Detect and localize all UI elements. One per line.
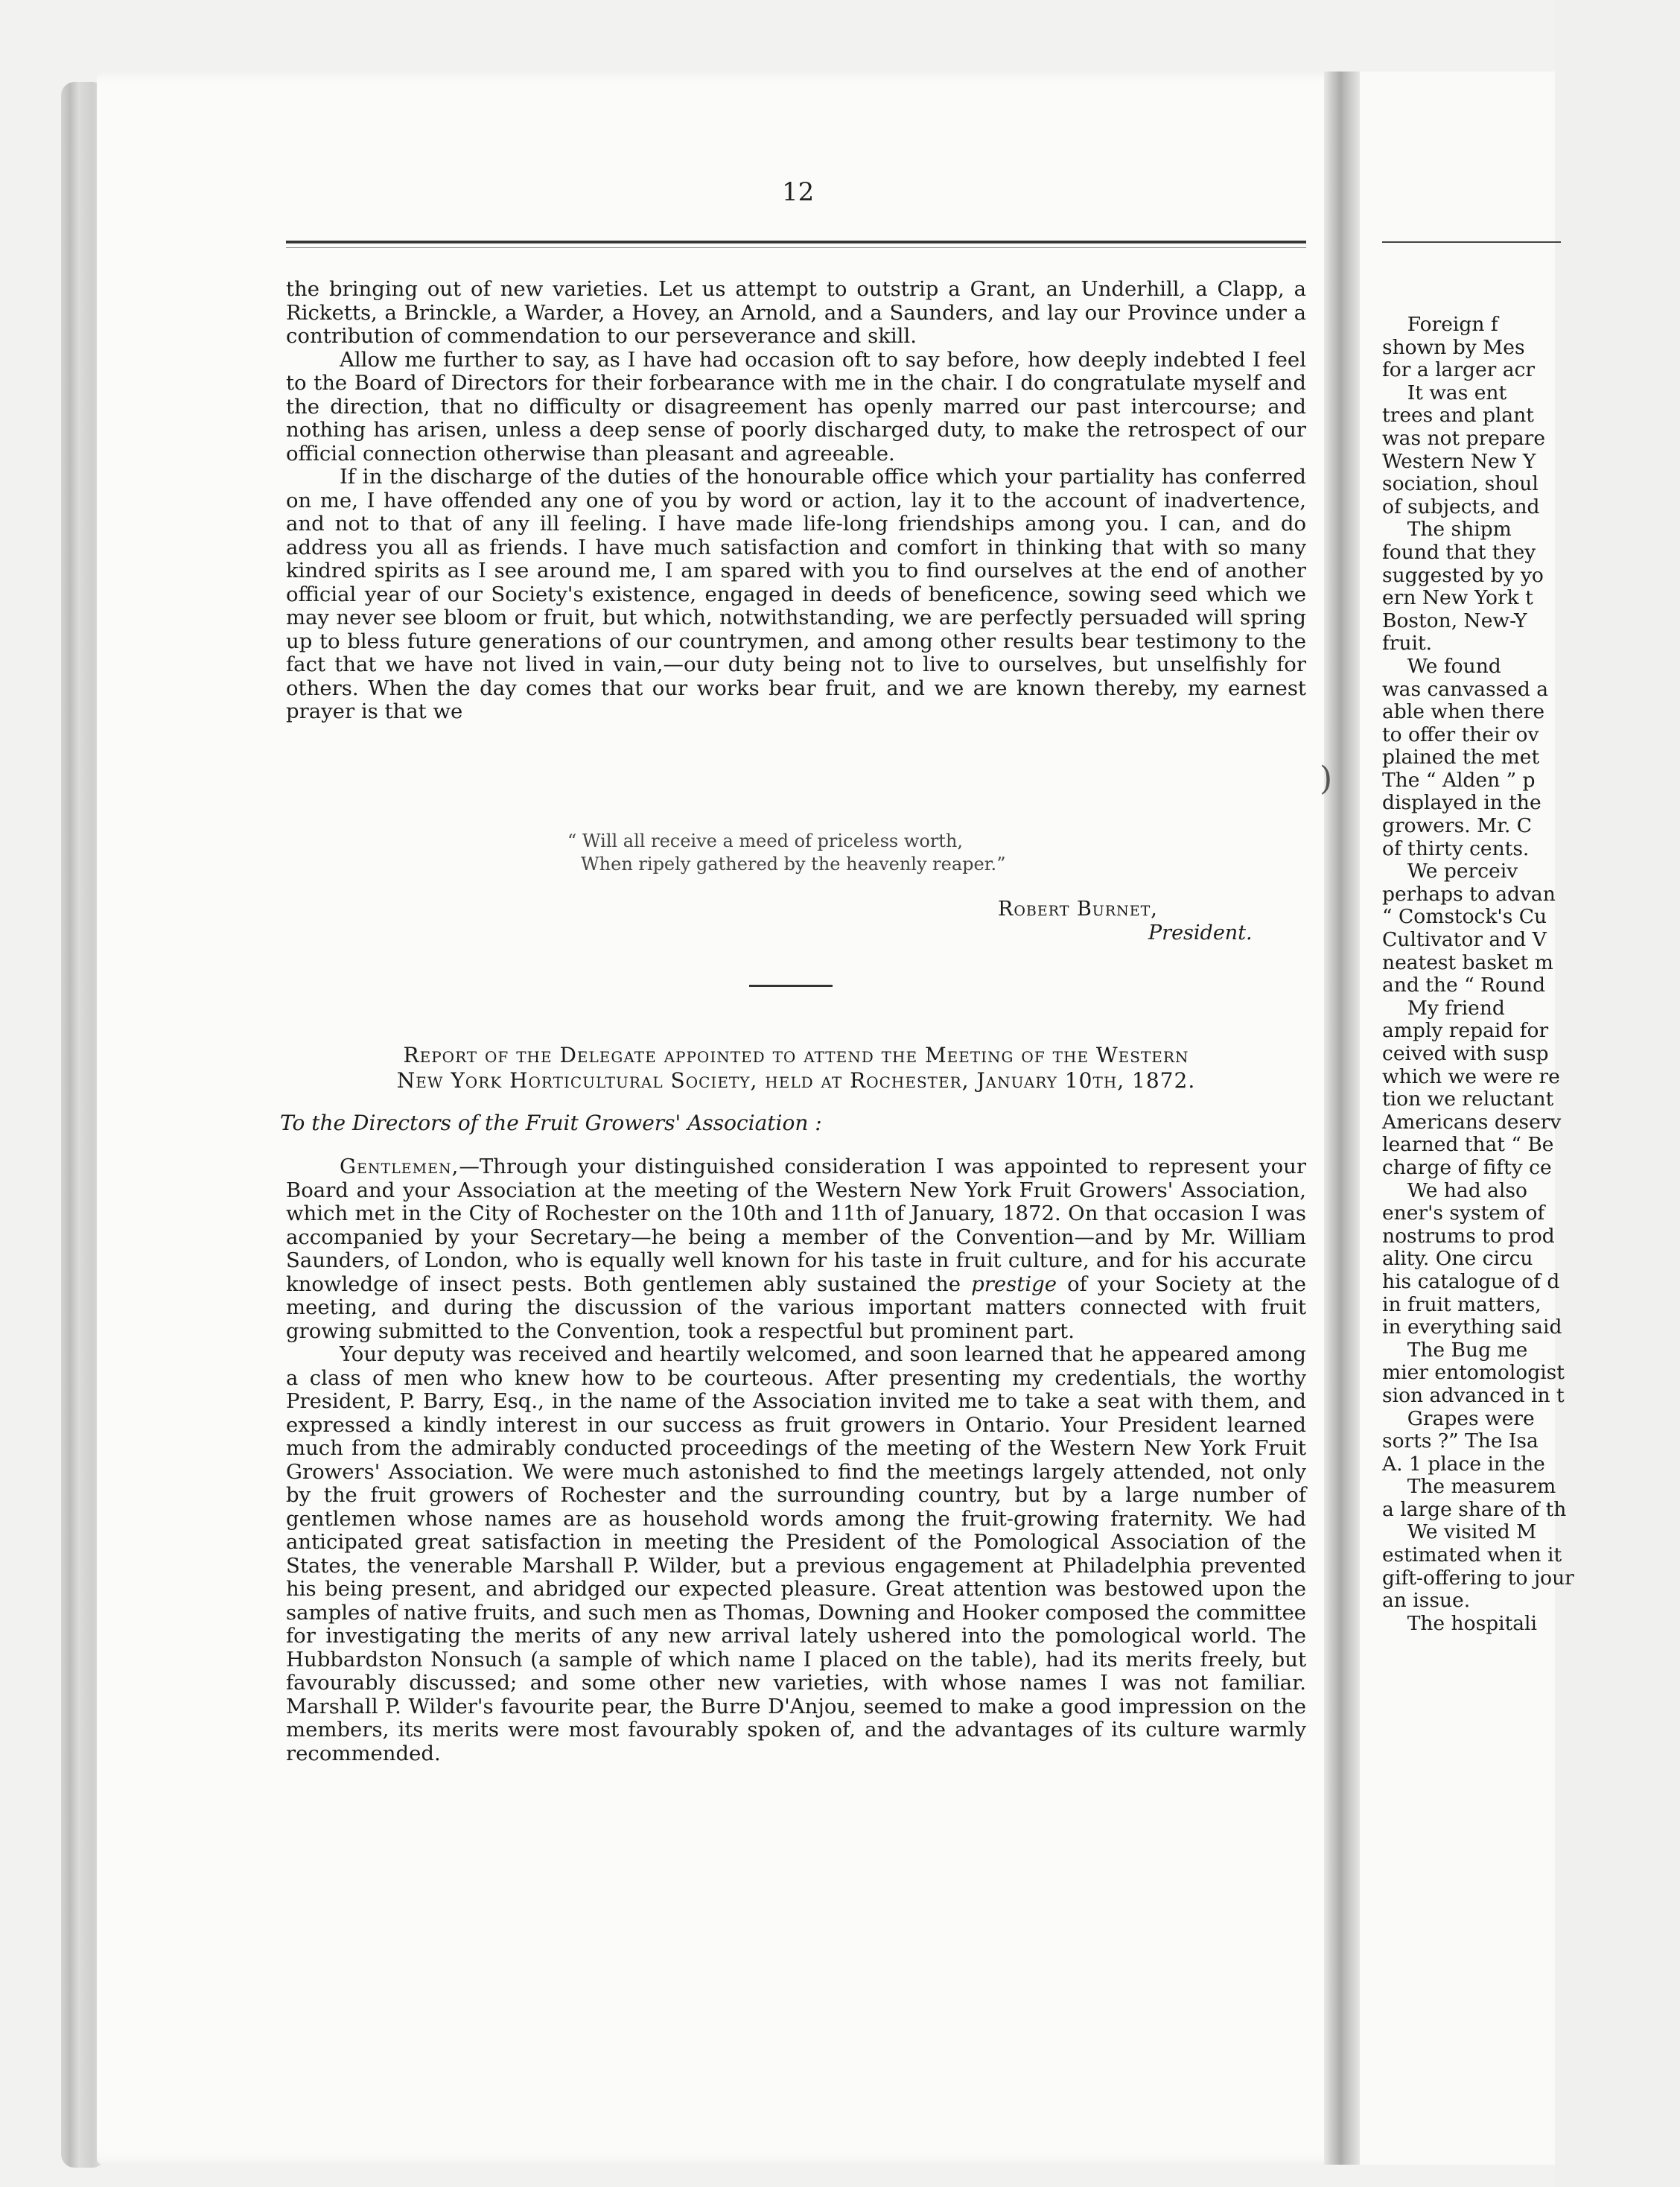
right-page-line: gift-offering to jour	[1382, 1566, 1574, 1590]
right-page-line: sociation, shoul	[1382, 472, 1539, 496]
paragraph: If in the discharge of the duties of the honourable office which your partiality has conferred on me, I have offended any one of you by word or action, lay it to the account of inadvertence, and not to that of any ill feeling. I have made life-long friendships among you. I can, and do address you all as friends. I have much satisfaction and comfort in thinking that with so many kindred spirits as I see around me, I am spared with you to find ourselves at the end of another official year of our Society's existence, engaged in deeds of beneficence, sowing seed which we may never see bloom or fruit, but which, notwithstanding, we are perfectly persuaded will spring up to bless future generations of our countrymen, and among other results bear testimony to the fact that we have not lived in vain,—our duty being not to live to ourselves, but unselfishly for others. When the day comes that our works bear fruit, and we are known thereby, my earnest prayer is that we	[286, 465, 1306, 723]
right-page-line: found that they	[1382, 540, 1536, 564]
right-page-line: plained the met	[1382, 746, 1540, 769]
report-body-text	[286, 1155, 1306, 1765]
right-page-line: trees and plant	[1382, 404, 1534, 428]
header-rule-thin	[286, 247, 1306, 248]
right-page-line: The shipm	[1382, 518, 1512, 542]
paragraph: Allow me further to say, as I have had occasion oft to say before, how deeply indebted I feel to the Board of Directors for their forbearance with me in the chair. I do congratulate myself and the direction, that no difficulty or disagreement has openly marred our past intercourse; and nothing has arisen, unless a deep sense of poorly discharged duty, to make the retrospect of our official connection otherwise than pleasant and agreeable.	[286, 347, 1306, 466]
right-page-line: estimated when it	[1382, 1543, 1562, 1567]
margin-bracket-mark: )	[1320, 760, 1333, 798]
right-page-line: a large share of th	[1382, 1497, 1567, 1521]
signature-title: President.	[1148, 921, 1253, 945]
section-divider	[749, 985, 833, 987]
right-page-line: The hospitali	[1382, 1611, 1538, 1635]
right-page-line: in everything said	[1382, 1315, 1562, 1339]
right-page-line: ality. One circu	[1382, 1247, 1533, 1271]
paragraph: the bringing out of new varieties. Let us attempt to outstrip a Grant, an Underhill, a Clapp, a Ricketts, a Brinckle, a Warder, a Hovey, an Arnold, and a Saunders, and lay our Province under a contribution of commendation to our perseverance and skill.	[286, 277, 1306, 348]
right-page-line: which we were re	[1382, 1064, 1560, 1088]
right-page-line: for a larger acr	[1382, 358, 1536, 382]
right-page-line: in fruit matters,	[1382, 1292, 1541, 1316]
right-page-line: We found	[1382, 654, 1501, 678]
report-heading-line: New York Horticultural Society, held at Rochester, January 10th, 1872.	[396, 1068, 1196, 1093]
paragraph: Your deputy was received and heartily welcomed, and soon learned that he appeared among a class of men who knew how to be courteous. After presenting my credentials, the worthy President, P. Barry, Esq., in the name of the Association invited me to take a seat with them, and expressed a kindly interest in our success as fruit growers in Ontario. Your President learned much from the admirably conducted proceedings of the meeting of the Western New York Fruit Growers' Association. We were much astonished to find the meetings largely attended, not only by the fruit growers of Rochester and the surrounding country, but by a large number of gentlemen whose names are as household words among the fruit-growing fraternity. We had anticipated great satisfaction in meeting the President of the Pomological Association of the States, the venerable Marshall P. Wilder, but a previous engagement at Philadelphia prevented his being present, and abridged our expected pleasure. Great attention was bestowed upon the samples of native fruits, and such men as Thomas, Downing and Hooker composed the committee for investigating the merits of any new arrival lately ushered into the pomological world. The Hubbardston Nonsuch (a sample of which name I placed on the table), had its merits freely, but favourably discussed; and some other new varieties, with whose names I was not familiar. Marshall P. Wilder's favourite pear, the Burre D'Anjou, seemed to make a good impression on the members, its merits were most favourably spoken of, and the advantages of its culture warmly recommended.	[286, 1342, 1306, 1765]
right-page-line: his catalogue of d	[1382, 1269, 1560, 1293]
right-page-line: amply repaid for	[1382, 1019, 1549, 1043]
right-page-line: shown by Mes	[1382, 335, 1525, 359]
right-page-line: learned that “ Be	[1382, 1133, 1554, 1157]
right-page-line: mier entomologist	[1382, 1361, 1565, 1385]
report-heading-line: Report of the Delegate appointed to attend the Meeting of the Western	[403, 1043, 1189, 1067]
paragraph	[286, 1155, 1306, 1343]
president-address-text	[286, 278, 1306, 724]
signature-name: Robert Burnet,	[998, 898, 1158, 921]
paragraph-text: of your Society at the meeting, and during the discussion of the various important matters connected with fruit growing submitted to the Convention, took a respectful but prominent part.	[286, 1272, 1307, 1343]
right-page-line: A. 1 place in the	[1382, 1452, 1545, 1476]
right-page-line: an issue.	[1382, 1589, 1471, 1613]
italic-term: prestige	[971, 1272, 1057, 1296]
right-page-line: to offer their ov	[1382, 723, 1539, 746]
salutation: To the Directors of the Fruit Growers' Association :	[280, 1111, 822, 1135]
page-number: 12	[782, 177, 815, 207]
right-page-line: We perceiv	[1382, 860, 1518, 883]
right-page-line: of thirty cents.	[1382, 837, 1530, 860]
right-page-line: sion advanced in t	[1382, 1383, 1565, 1407]
paragraph-text: —Through your distinguished consideration I was appointed to represent your Board and your Association at the meeting of the Western New York Fruit Growers' Association, which met in the City of Rochester on the 10th and 11th of January, 1872. On that occasion I was accompanied by your Secretary—he being a member of the Convention—and by Mr. William Saunders, of London, who is equally well known for his taste in fruit culture, and for his accurate knowledge of insect pests. Both gentlemen ably sustained the	[286, 1155, 1306, 1296]
right-page-line: My friend	[1382, 996, 1505, 1020]
right-page-line: growers. Mr. C	[1382, 814, 1533, 838]
quote-line: “ Will all receive a meed of priceless worth,	[567, 831, 964, 851]
right-page-line: The measurem	[1382, 1475, 1556, 1499]
salutation-lead: Gentlemen,	[340, 1155, 459, 1178]
right-page-line: “ Comstock's Cu	[1382, 905, 1547, 929]
right-page-line: We had also	[1382, 1178, 1527, 1202]
quote-line: When ripely gathered by the heavenly reaper.”	[581, 854, 1006, 875]
right-page-line: We visited M	[1382, 1520, 1537, 1544]
right-page-line: Foreign f	[1382, 313, 1498, 336]
right-page-line: sorts ?” The Isa	[1382, 1429, 1539, 1453]
right-page-line: and the “ Round	[1382, 974, 1546, 997]
report-heading	[286, 1043, 1306, 1094]
right-page-line: nostrums to prod	[1382, 1224, 1555, 1248]
right-page-line: was not prepare	[1382, 426, 1546, 450]
right-page-line: perhaps to advan	[1382, 882, 1556, 906]
right-page-line: Americans deserv	[1382, 1110, 1562, 1134]
right-page-line: of subjects, and	[1382, 495, 1540, 518]
verse-quotation	[567, 830, 1238, 876]
right-page-line: ener's system of	[1382, 1202, 1545, 1225]
right-page-line: fruit.	[1382, 632, 1433, 656]
right-page-line: Boston, New-Y	[1382, 609, 1527, 632]
right-page-line: able when there	[1382, 700, 1545, 724]
signature	[998, 898, 1266, 945]
right-page	[1360, 72, 1574, 2165]
right-page-line: displayed in the	[1382, 791, 1541, 815]
header-rule	[286, 241, 1306, 244]
right-page-line: Cultivator and V	[1382, 928, 1547, 952]
right-page-line: ceived with susp	[1382, 1042, 1549, 1065]
right-page-line: neatest basket m	[1382, 950, 1553, 974]
page-gutter	[1324, 72, 1361, 2165]
right-page-line: The “ Alden ” p	[1382, 768, 1536, 792]
right-page-rule	[1382, 241, 1561, 243]
right-page-line: Western New Y	[1382, 449, 1536, 473]
right-page-line: ern New York t	[1382, 586, 1533, 610]
right-page-line: Grapes were	[1382, 1406, 1535, 1430]
right-page-line: suggested by yo	[1382, 563, 1544, 587]
right-page-text	[1382, 314, 1680, 1635]
right-page-line: was canvassed a	[1382, 677, 1549, 701]
right-page-line: The Bug me	[1382, 1338, 1528, 1362]
right-page-line: tion we reluctant	[1382, 1088, 1554, 1111]
right-page-line: charge of fifty ce	[1382, 1155, 1552, 1179]
right-page-line: It was ent	[1382, 381, 1507, 404]
